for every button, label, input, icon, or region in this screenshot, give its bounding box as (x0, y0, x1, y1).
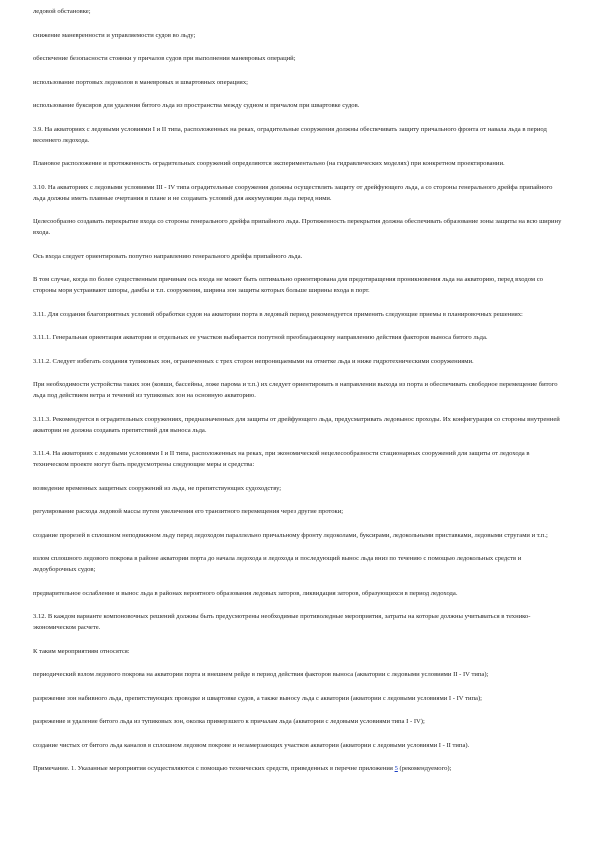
paragraph: 3.9. На акваториях с ледовыми условиями I и II типа, расположенных на реках, оградительные сооружения должны обеспечивать защиту причального фронта от навала льда в период весеннего ледохода. (33, 125, 547, 144)
paragraph: Ось входа следует ориентировать попутно направлению генерального дрейфа припайного льда. (33, 252, 303, 260)
document-body (33, 6, 565, 787)
appendix-link[interactable]: 5 (394, 765, 398, 772)
paragraph: разрежение и удаление битого льда из тупиковых зон, околка примерзшего к причалам льда (акватории с ледовыми условиями типа I - IV); (33, 718, 425, 725)
paragraph: 3.11.4. На акваториях с ледовыми условиями I и II типа, расположенных на реках, при экономической нецелесообразности стационарных сооружений для защиты от ледохода в техническом проекте могут быть предусмотрены следующие меры и средства: (33, 450, 530, 468)
paragraph: 3.11.1. Генеральная ориентация акватории и отдельных ее участков выбирается попутной преобладающему направлению действия факторов выноса битого льда. (33, 334, 488, 341)
paragraph: 3.11.3. Рекомендуется в оградительных сооружениях, предназначенных для защиты от дрейфующего льда, предусматривать ледовынос проходы. Их конфигурация со стороны внутренней акватории не должна создавать препятствий для выноса льда. (33, 415, 560, 434)
paragraph: снижение маневренности и управляемости судов во льду; (33, 31, 196, 39)
paragraph: 3.10. На акваториях с ледовыми условиями III - IV типа оградительные сооружения должны осуществлять защиту от дрейфующего льда, а со стороны генерального дрейфа припайного льда должны иметь плавные очертания в плане и не создавать условий для аккумуляции льда перед ними. (33, 183, 553, 202)
paragraph: возведение временных защитных сооружений из льда, не препятствующих судоходству; (33, 484, 282, 492)
paragraph: 3.12. В каждом варианте компоновочных решений должны быть предусмотрены необходимые противоледные мероприятия, затраты на которые должны учитываться в технико-экономическом расчете. (33, 613, 531, 631)
paragraph: ледовой обстановке; (33, 8, 91, 15)
paragraph: В том случае, когда по более существенным причинам ось входа не может быть оптимально ориентирована для предотвращения проникновения льда на акваторию, перед входом со стороны моря устраивают шпоры, дамбы и т.п. сооружения, ширина зон защиты которых больше ширины входа в порт. (33, 276, 543, 294)
paragraph: периодический взлом ледового покрова на акватории порта и внешнем рейде в период действия факторов выноса (акватории с ледовыми условиями II - IV типа); (33, 671, 489, 678)
paragraph: Целесообразно создавать перекрытие входа со стороны генерального дрейфа припайного льда. Протяженность перекрытия должна обеспечивать образование зоны защиты на всю ширину входа. (33, 218, 562, 236)
note-text: Примечание. 1. Указанные мероприятия осуществляются с помощью технических средств, приведенных в перечне приложения (33, 765, 395, 772)
paragraph: регулирование расхода ледовой массы путем увеличения его транзитного перемещения через другие протоки; (33, 508, 344, 515)
paragraph: При необходимости устройства таких зон (ковши, бассейны, ложе парома и т.п.) их следует ориентировать в направлении выхода из порта и обеспечивать свободное перемещение битого льда под действием ветра и течений из тупиковых зон на основную акваторию. (33, 381, 558, 399)
paragraph: использование буксиров для удаления битого льда из пространства между судном и причалом при швартовке судов. (33, 102, 360, 109)
note-paragraph (33, 763, 565, 774)
paragraph: разрежение зон набивного льда, препятствующих проводке и швартовке судов, а также выносу льда с акватории (акватории с ледовыми условиями I - IV типа); (33, 694, 482, 702)
paragraph: использование портовых ледоколов в маневровых и швартовных операциях; (33, 78, 248, 86)
paragraph: создание чистых от битого льда каналов в сплошном ледовом покрове и незамерзающих участков акватории (акватории с ледовыми условиями I - II типа). (33, 741, 470, 749)
paragraph: 3.11.2. Следует избегать создания тупиковых зон, ограниченных с трех сторон непроницаемыми на отметке льда и ниже гидротехническими сооружениями. (33, 357, 474, 365)
paragraph: создание прорезей в сплошном неподвижном льду перед ледоходом параллельно причальному фронту ледоколами, буксирами, ледокольными приставками, ледовыми стругами и т.п.; (33, 531, 548, 539)
note-tail: (рекомендуемого); (397, 765, 452, 772)
paragraph: К таким мероприятиям относятся: (33, 647, 130, 655)
paragraph: Плановое расположение и протяженность оградительных сооружений определяются экспериментально (на гидравлических моделях) при конкретном проектировании. (33, 160, 505, 167)
paragraph: взлом сплошного ледового покрова в районе акватории порта до начала ледохода и ледохода и последующий вынос льда вниз по течению с помощью ледокольных средств и ледоуборочных судов; (33, 555, 522, 573)
paragraph: 3.11. Для создания благоприятных условий обработки судов на акватории порта в ледовый период рекомендуется применять следующие приемы в планировочных решениях: (33, 310, 523, 318)
paragraph: обеспечение безопасности стоянки у причалов судов при выполнении маневровых операций; (33, 55, 296, 62)
paragraph: предварительное ослабление и вынос льда в районах вероятного образования ледовых заторов, ликвидация заторов, образующихся в период ледохода. (33, 589, 458, 597)
